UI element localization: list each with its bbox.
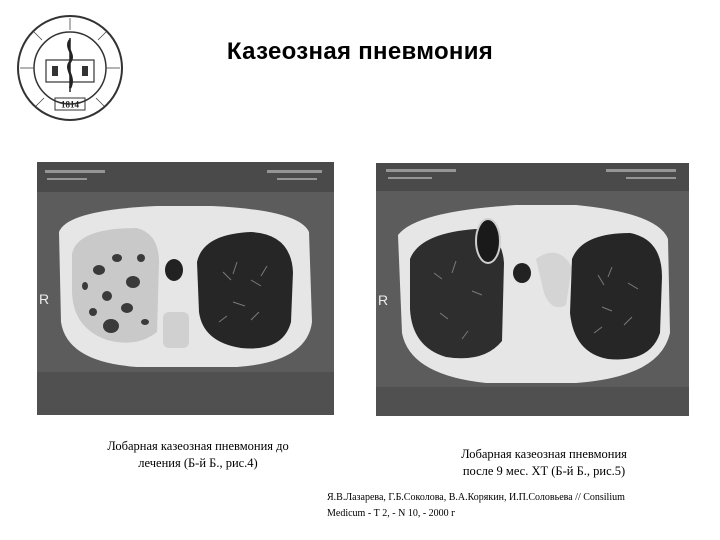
caption-line: Лобарная казеозная пневмония до (107, 439, 289, 453)
slide-title: Казеозная пневмония (226, 38, 494, 65)
caption-line: лечения (Б-й Б., рис.4) (138, 456, 258, 470)
citation-line: Medicum - Т 2, - N 10, - 2000 г (327, 508, 456, 519)
seal-year: 1814 (61, 99, 79, 110)
caption-line: Лобарная казеозная пневмония (461, 447, 627, 461)
ct-scan-after-treatment (376, 163, 689, 416)
side-marker: R (378, 292, 389, 308)
caption-before-treatment (82, 438, 314, 472)
ct-scan-before-treatment (37, 162, 334, 415)
university-seal-logo (14, 10, 126, 126)
caption-after-treatment (428, 446, 660, 480)
side-marker: R (39, 291, 50, 307)
caption-line: после 9 мес. ХТ (Б-й Б., рис.5) (462, 464, 626, 478)
citation (327, 490, 717, 522)
citation-line: Я.В.Лазарева, Г.Б.Соколова, В.А.Корякин, И.П.Соловьева // Consilium (327, 492, 625, 503)
